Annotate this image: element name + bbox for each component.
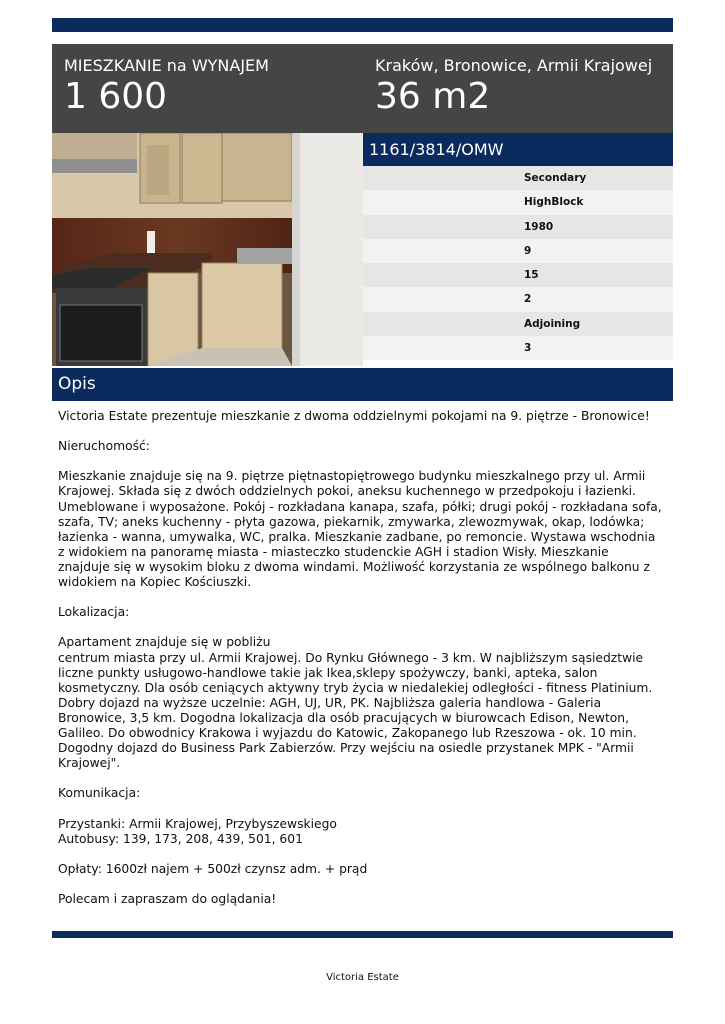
description-paragraph: Polecam i zapraszam do oglądania! xyxy=(58,892,277,906)
listing-location-block xyxy=(375,56,652,117)
description-paragraph: Przystanki: Armii Krajowej, Przybyszewskiego Autobusy: 139, 173, 208, 439, 501, 601 xyxy=(58,816,337,846)
reference-number: 1161/3814/OMW xyxy=(363,133,673,166)
bottom-accent-bar xyxy=(52,931,673,938)
description-paragraph: Mieszkanie znajduje się na 9. piętrze piętnastopiętrowego budynku mieszkalnego przy ul. Armii Krajowej. Składa się z dwóch oddzielnych pokoi, aneksu kuchennego w przedpokoju i łazienki. Umeblowane i wyposażone. Pokój - rozkładana kanapa, szafa, półki; drugi pokój - rozkładana sofa, szafa, TV; aneks kuchenny - płyta gazowa, piekarnik, zmywarka, zlewozmywak, okap, lodówka; łazienka - wanna, umywalka, WC, pralka. Mieszkanie zadbane, po remoncie. Wystawa wschodnia z widokiem na panoramę miasta - miasteczko studenckie AGH i stadion Wisły. Mieszkanie znajduje się w wysokim bloku z dwoma windami. Możliwość korzystania ze wspólnego balkonu z widokiem na Kopiec Kościuszki. xyxy=(58,469,662,590)
description-paragraph: Komunikacja: xyxy=(58,786,141,801)
listing-price: 1 600 xyxy=(64,76,168,117)
description-heading-bar xyxy=(52,368,673,401)
listing-type: MIESZKANIE na WYNAJEM xyxy=(64,56,269,75)
property-details xyxy=(363,133,673,360)
top-accent-bar xyxy=(52,18,673,32)
description-body xyxy=(58,409,664,922)
listing-area: 36 m2 xyxy=(375,76,491,117)
description-heading: Opis xyxy=(58,374,96,394)
description-paragraph: Apartament znajduje się w pobliżu centrum miasta przy ul. Armii Krajowej. Do Rynku Głównego - 3 km. W najbliższym sąsiedztwie liczne punkty usługowo-handlowe takie jak Ikea,sklepy spożywczy, banki, apteka, salon kosmetyczny. Dla osób ceniących aktywny tryb życia w niedalekiej odległości - fitness Platinium. Dobry dojazd na wyższe uczelnie: AGH, UJ, UR, PK. Najbliższa galeria handlowa - Galeria Bronowice, 3,5 km. Dogodna lokalizacja dla osób pracujących w biurowcach Edison, Newton, Galileo. Do obwodnicy Krakowa i wyjazdu do Katowic, Zakopanego lub Rzeszowa - ok. 10 min. Dogodny dojazd do Business Park Zabierzów. Przy wejściu na osiedle przystanek MPK - "Armii Krajowej". xyxy=(58,635,653,771)
detail-floor: 9 xyxy=(363,239,673,263)
description-paragraph: Victoria Estate prezentuje mieszkanie z dwoma oddzielnymi pokojami na 9. piętrze - Bronowice! xyxy=(58,409,650,423)
description-paragraph: Nieruchomość: xyxy=(58,439,150,454)
listing-summary xyxy=(64,56,269,117)
listing-location: Kraków, Bronowice, Armii Krajowej xyxy=(375,56,653,75)
description-paragraph: Opłaty: 1600zł najem + 500zł czynsz adm. + prąd xyxy=(58,861,368,876)
detail-year: 1980 xyxy=(363,215,673,239)
description-paragraph: Lokalizacja: xyxy=(58,605,130,620)
detail-floors: 15 xyxy=(363,263,673,287)
listing-header xyxy=(52,44,673,133)
detail-extra: 3 xyxy=(363,336,673,360)
detail-building: HighBlock xyxy=(363,190,673,214)
detail-kitchen: Adjoining xyxy=(363,312,673,336)
detail-rooms: 2 xyxy=(363,287,673,311)
footer-agency: Victoria Estate xyxy=(326,972,399,983)
detail-market: Secondary xyxy=(363,166,673,190)
kitchen-photo xyxy=(52,133,363,366)
